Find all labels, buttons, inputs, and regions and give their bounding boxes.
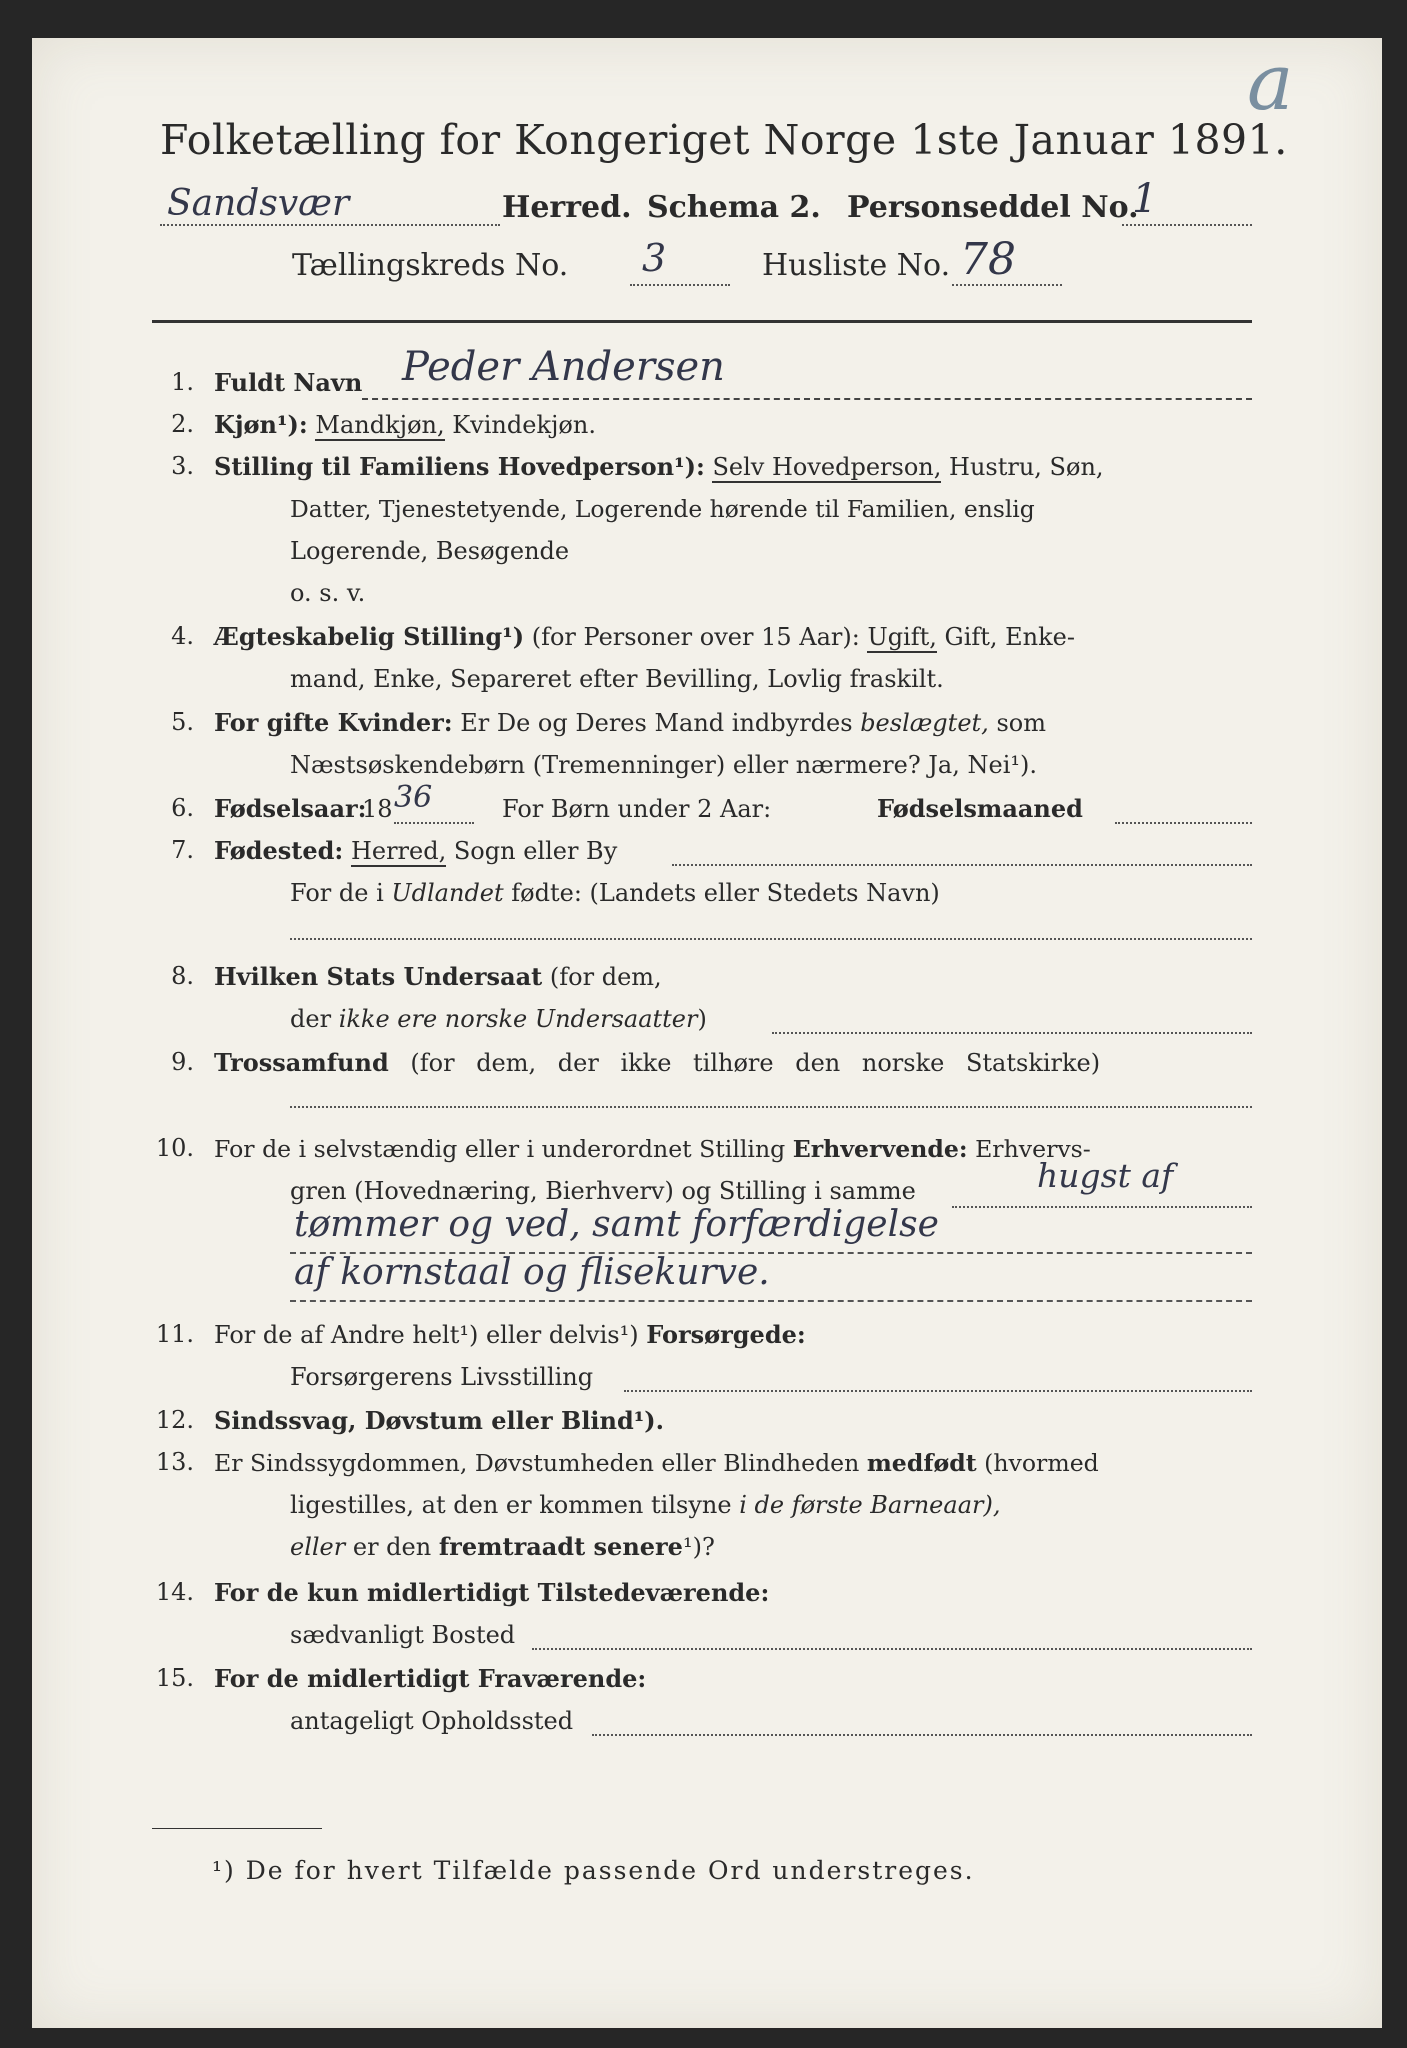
fodested-line2a: For de i — [290, 879, 384, 907]
stilling-line2: Datter, Tjenestetyende, Logerende hørende til Familien, enslig — [290, 495, 1035, 523]
undersaat-text: (for dem, — [549, 963, 662, 991]
stilling-row — [214, 452, 1104, 482]
undersaat-row — [214, 962, 662, 992]
personseddel-label: Personseddel No. — [847, 190, 1139, 225]
erhverv-line2: gren (Hovednæring, Bierhverv) og Stilling i samme — [290, 1177, 916, 1205]
gifte-label: For gifte Kvinder: — [214, 708, 453, 737]
stilling-options: Hustru, Søn, — [949, 453, 1104, 481]
fodested-options: Sogn eller By — [453, 837, 618, 865]
undersaat-label: Hvilken Stats Undersaat — [214, 962, 543, 991]
erhverv-bold: Erhvervende: — [792, 1135, 968, 1163]
fodselsaar-label: Fødselsaar: — [214, 794, 367, 823]
medfodt-line3-ital: eller — [290, 1533, 346, 1561]
erhverv-hand1: hugst af — [1037, 1156, 1174, 1195]
item-number: 13. — [155, 1448, 194, 1476]
item-number: 15. — [155, 1664, 194, 1692]
medfodt-line3b: er den — [352, 1533, 432, 1561]
fodested-line2b: fødte: (Landets eller Stedets Navn) — [511, 879, 940, 907]
fodested-row — [214, 836, 617, 866]
fodested-line2 — [290, 878, 940, 908]
kjon-selected: Mandkjøn, — [315, 411, 445, 439]
erhverv-hand3: af kornstaal og flisekurve. — [294, 1252, 770, 1293]
stilling-selected: Selv Hovedperson, — [712, 453, 942, 481]
fodselsaar-text: For Børn under 2 Aar: — [502, 795, 772, 823]
husliste-label: Husliste No. — [762, 248, 951, 283]
stilling-line4: o. s. v. — [290, 579, 366, 607]
gifte-text: Er De og Deres Mand indbyrdes — [460, 709, 853, 737]
kreds-value: 3 — [642, 236, 667, 280]
item-number: 12. — [155, 1406, 194, 1434]
fravaerende-line2: antageligt Opholdssted — [290, 1707, 574, 1735]
kjon-row — [214, 410, 596, 440]
stilling-line3: Logerende, Besøgende — [290, 537, 570, 565]
fodested-selected: Herred, — [350, 837, 447, 865]
fravaerende-label: For de midlertidigt Fraværende: — [214, 1664, 647, 1693]
gifte-ital: beslægtet, — [860, 709, 989, 737]
medfodt-text1: Er Sindssygdommen, Døvstumheden eller Blindheden — [214, 1449, 860, 1477]
fuldt-navn-value: Peder Andersen — [402, 344, 725, 390]
undersaat-line2-ital: ikke ere norske Undersaatter — [338, 1005, 698, 1033]
item-number: 2. — [171, 410, 194, 438]
aegteskab-row — [214, 622, 1075, 652]
item-number: 7. — [171, 836, 194, 864]
trossamfund-text: (for dem, der ikke tilhøre den norske Statskirke) — [410, 1049, 1101, 1077]
item-number: 4. — [171, 622, 194, 650]
medfodt-line3-bold: fremtraadt senere — [438, 1532, 683, 1561]
fodested-label: Fødested: — [214, 836, 344, 865]
medfodt-line3 — [290, 1532, 715, 1562]
forsorgede-row — [214, 1320, 806, 1350]
kjon-option: Kvindekjøn. — [452, 411, 596, 439]
schema-label: Schema 2. — [647, 190, 821, 225]
forsorgede-line2: Forsørgerens Livsstilling — [290, 1363, 594, 1391]
fodested-line2-ital: Udlandet — [391, 879, 504, 907]
item-number: 10. — [155, 1134, 194, 1162]
sindssvag-label: Sindssvag, Døvstum eller Blind¹). — [214, 1406, 664, 1435]
medfodt-bold: medfødt — [866, 1449, 977, 1477]
gifte-line2: Næstsøskendebørn (Tremenninger) eller nærmere? Ja, Nei¹). — [290, 751, 1037, 779]
tilstede-line2: sædvanligt Bosted — [290, 1621, 516, 1649]
kjon-label: Kjøn¹): — [214, 410, 308, 439]
stilling-label: Stilling til Familiens Hovedperson¹): — [214, 452, 705, 481]
undersaat-line2a: der — [290, 1005, 332, 1033]
herred-label: Herred. — [502, 190, 632, 225]
item-number: 3. — [171, 452, 194, 480]
census-form-page — [32, 38, 1382, 2028]
undersaat-line2: der ikke ere norske Undersaatter) — [290, 1005, 707, 1033]
medfodt-line2a: ligestilles, at den er kommen tilsyne — [290, 1491, 732, 1519]
trossamfund-label: Trossamfund — [214, 1048, 389, 1077]
item-number: 14. — [155, 1578, 194, 1606]
husliste-value: 78 — [960, 234, 1016, 285]
gifte-row — [214, 708, 1046, 738]
item-number: 5. — [171, 708, 194, 736]
forsorgede-bold: Forsørgede: — [646, 1320, 806, 1349]
form-title: Folketælling for Kongeriget Norge 1ste Januar 1891. — [160, 116, 1288, 164]
corner-mark: a — [1247, 38, 1294, 128]
aegteskab-line2: mand, Enke, Separeret efter Bevilling, Lovlig fraskilt. — [290, 665, 944, 693]
aegteskab-label: Ægteskabelig Stilling¹) — [214, 622, 525, 651]
herred-value: Sandsvær — [167, 183, 350, 224]
fodselsaar-prefix: 18 — [362, 795, 393, 823]
medfodt-row — [214, 1448, 1099, 1478]
item-number: 1. — [171, 368, 194, 396]
gifte-text2: som — [996, 709, 1046, 737]
footnote: ¹) De for hvert Tilfælde passende Ord understreges. — [212, 1856, 975, 1885]
item-number: 11. — [155, 1320, 194, 1348]
item-number: 6. — [171, 794, 194, 822]
fodselsaar-value: 36 — [394, 780, 433, 815]
aegteskab-selected: Ugift, — [867, 623, 937, 651]
fodselsmaaned-label: Fødselsmaaned — [877, 794, 1083, 823]
item-number: 9. — [171, 1048, 194, 1076]
erhverv-hand2: tømmer og ved, samt forfærdigelse — [294, 1204, 939, 1245]
aegteskab-options: Gift, Enke- — [944, 623, 1075, 651]
erhverv-row — [214, 1134, 1091, 1164]
forsorgede-text: For de af Andre helt¹) eller delvis¹) — [214, 1321, 639, 1349]
kreds-label: Tællingskreds No. — [292, 248, 569, 283]
tilstede-label: For de kun midlertidigt Tilstedeværende: — [214, 1578, 770, 1607]
personseddel-value: 1 — [1132, 176, 1158, 222]
medfodt-line2 — [290, 1490, 1000, 1520]
medfodt-line3c: ¹)? — [682, 1533, 715, 1561]
trossamfund-row — [214, 1048, 1100, 1078]
medfodt-line2-ital: i de første Barneaar), — [739, 1491, 1001, 1519]
erhverv-text1: For de i selvstændig eller i underordnet Stilling — [214, 1135, 786, 1163]
aegteskab-text: (for Personer over 15 Aar): — [531, 623, 860, 651]
erhverv-text2: Erhvervs- — [975, 1135, 1091, 1163]
medfodt-text2: (hvormed — [984, 1449, 1099, 1477]
fuldt-navn-label: Fuldt Navn — [214, 368, 363, 397]
item-number: 8. — [171, 962, 194, 990]
